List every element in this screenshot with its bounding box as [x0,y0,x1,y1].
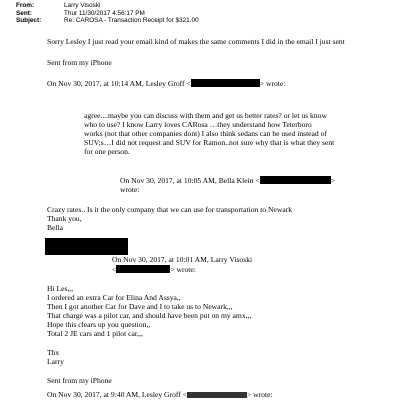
from-value: Larry Visoski [64,2,101,9]
sent-label: Sent: [16,9,32,17]
redaction-block [45,238,128,255]
redaction-bar [191,79,260,87]
bella-line-1: Crazy rates.. Is it the only company that we can use for transportation to Newark [47,205,293,214]
body-line-2: Sent from my iPhone [47,58,112,67]
quote-1-line-2: who to use? I know Larry loves CARosa …they understand how Teterboro [84,120,312,129]
bella-line-2: Thank you, [47,214,82,223]
body-line-1: Sorry Lesley I just read your email kind of makes the same comments I did in the email I just sent [47,37,345,46]
subject-label: Subject: [16,17,42,24]
subject-value: Re: CAROSA - Transaction Receipt for $321.00 [64,17,199,24]
from-label: From: [16,2,35,9]
larry-line-8: Larry [47,357,64,366]
email-header [16,2,199,25]
quote-3-header-2 [112,265,196,274]
redaction-bar [187,392,247,398]
quote-4-prefix: On Nov 30, 2017, at 9:40 AM, Lesley Groff < [47,390,187,399]
larry-line-2: I ordered an extra Car for Elina And Assya,, [47,293,181,302]
sent-row [16,10,199,18]
quote-1-line-5: for one person. [84,147,130,156]
quote-4-header [47,390,273,399]
quote-1-line-3: works (not that other companies dont) I also think sedans can be used instead of [84,129,327,138]
quote-2-wrote: wrote: [120,185,140,194]
quote-1-line-1: agree....maybe you can discuss with them and get us better rates? or let us know [84,111,327,120]
larry-line-5: Hope this clears up you question,, [47,320,151,329]
quote-4-suffix: > wrote: [246,390,273,399]
larry-line-6: Total 2 JE cars and 1 pilot car,,, [47,329,143,338]
redaction-bar [260,176,331,184]
quote-1-prefix: On Nov 30, 2017, at 10:14 AM, Lesley Groff < [47,79,191,88]
quote-1-header [47,79,285,88]
quote-3-open: < [112,265,117,274]
larry-line-3: Then I got another Car for Dave and I to take us to Newark,,, [47,302,233,311]
larry-line-4: That charge was a pilot car, and should have been put on my amx,,, [47,311,252,320]
quote-1-suffix: > wrote: [259,79,286,88]
larry-line-7: Thx [47,348,60,357]
quote-2-header [120,176,335,185]
quote-2-prefix: On Nov 30, 2017, at 10:05 AM, Bella Klein < [120,176,260,185]
from-row [16,2,199,10]
quote-2-suffix: > [330,176,335,185]
larry-line-9: Sent from my iPhone [47,376,112,385]
bella-line-3: Bella [47,223,64,232]
redaction-bar [116,265,170,273]
quote-1-line-4: SUV;s…I did not request and SUV for Ramon..not sure why that is what they sent [84,138,335,147]
larry-line-1: Hi Les,,, [47,284,74,293]
sent-value: Thur 11/30/2017 4:56:17 PM [64,9,145,17]
subject-row [16,17,199,25]
quote-3-suffix: > wrote: [170,265,196,274]
quote-3-header: On Nov 30, 2017, at 10:01 AM, Larry Visoski [112,255,253,264]
